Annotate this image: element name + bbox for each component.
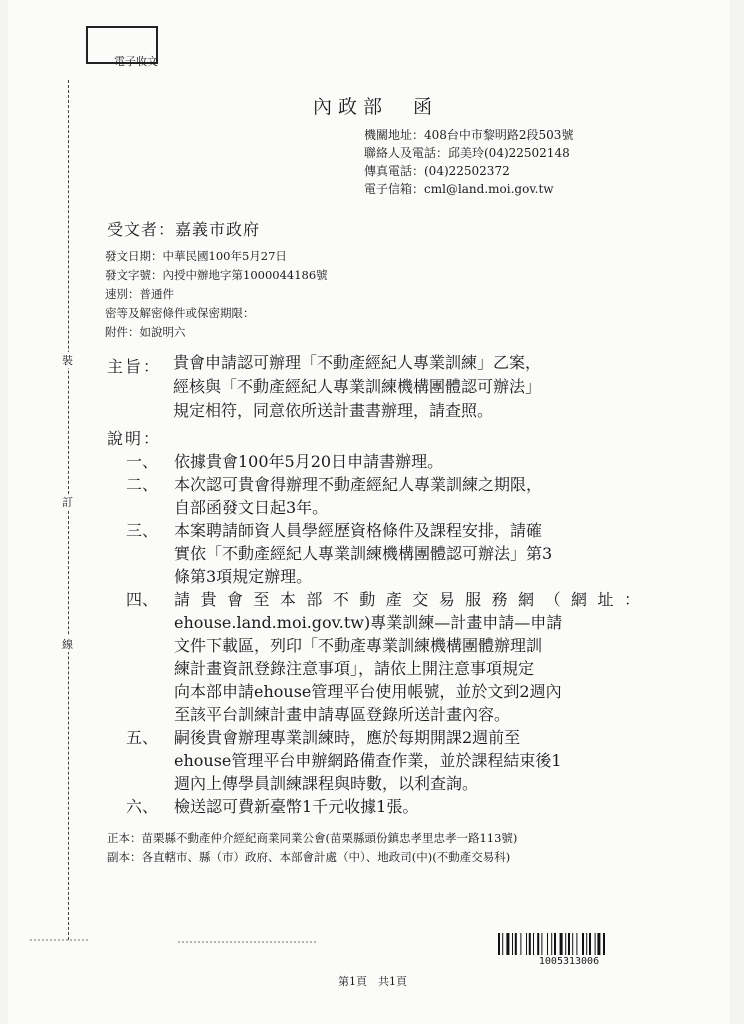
meta-date: 發文日期：中華民國100年5月27日 xyxy=(105,249,287,263)
item-line: 實依「不動產經紀人專業訓練機構團體認可辦法」第3 xyxy=(174,544,553,563)
barcode-bar xyxy=(533,933,534,955)
barcode-bar xyxy=(547,933,548,955)
list-item xyxy=(126,795,656,818)
barcode-bar xyxy=(582,933,584,955)
copies-block xyxy=(107,829,517,867)
subject-label: 主旨： xyxy=(107,357,162,376)
barcode-bar xyxy=(526,933,527,955)
carbon-copy: 副本：各直轄市、縣（市）政府、本部會計處（中）、地政司(中)(不動產交易科) xyxy=(107,850,511,864)
barcode-number: 1005313006 xyxy=(538,956,600,967)
item-line: 本案聘請師資人員學經歷資格條件及課程安排，請確 xyxy=(174,521,543,540)
barcode-bar xyxy=(554,933,556,955)
item-line: 週內上傳學員訓練課程與時數，以利查詢。 xyxy=(174,774,479,793)
scan-noise xyxy=(30,939,90,941)
primary-recipient: 正本：苗栗縣不動產仲介經紀商業同業公會(苗栗縣頭份鎮忠孝里忠孝一路113號) xyxy=(107,831,518,845)
barcode-bar xyxy=(529,933,531,955)
barcode-bar xyxy=(565,933,566,955)
contact-fax: 傳真電話：(04)22502372 xyxy=(364,164,510,178)
subject-line: 規定相符，同意依所送計畫書辦理，請查照。 xyxy=(173,401,494,420)
item-line: ehouse.land.moi.gov.tw)專業訓練—計畫申請—申請 xyxy=(174,613,563,632)
item-line: 請貴會至本部不動產交易服務網（網址： xyxy=(174,590,640,609)
barcode-bar xyxy=(586,933,587,955)
explanation-label: 說明： xyxy=(107,429,162,448)
subject-body xyxy=(173,351,649,423)
barcode-bar xyxy=(512,933,513,955)
meta-speed: 速別：普通件 xyxy=(105,287,174,301)
item-line: 向本部申請ehouse管理平台使用帳號，並於文到2週內 xyxy=(174,682,562,701)
binding-mark-zhuang: 裝 xyxy=(62,354,73,367)
barcode-bar xyxy=(589,933,591,955)
binding-mark-xian: 線 xyxy=(62,638,73,651)
document-page xyxy=(8,0,730,1024)
contact-person: 聯絡人及電話：邱美玲(04)22502148 xyxy=(364,146,570,160)
barcode-bars xyxy=(498,933,640,955)
binding-mark-ding: 訂 xyxy=(62,496,73,509)
item-line: 自部函發文日起3年。 xyxy=(174,498,329,517)
item-number: 一、 xyxy=(126,452,159,471)
document-title: 內政部 函 xyxy=(313,96,439,118)
binding-dashed-line xyxy=(68,80,69,940)
item-number: 五、 xyxy=(126,728,159,747)
meta-doc-number: 發文字號：內授中辦地字第1000044186號 xyxy=(105,268,328,282)
item-line: 練計畫資訊登錄注意事項」，請依上開注意事項規定 xyxy=(174,659,535,678)
barcode-bar xyxy=(568,933,570,955)
item-number: 二、 xyxy=(126,475,159,494)
item-number: 三、 xyxy=(126,521,159,540)
barcode xyxy=(498,933,640,967)
item-line: 至該平台訓練計畫申請專區登錄所送計畫內容。 xyxy=(174,705,511,724)
barcode-bar xyxy=(541,933,542,955)
item-line: 檢送認可費新臺幣1千元收據1張。 xyxy=(174,797,419,816)
item-line: 條第3項規定辦理。 xyxy=(174,567,313,586)
explanation-list xyxy=(126,450,656,818)
item-number: 六、 xyxy=(126,797,159,816)
contact-block xyxy=(364,126,573,198)
item-line: ehouse管理平台申辦網路備查作業，並於課程結束後1 xyxy=(174,751,562,770)
scan-noise xyxy=(178,941,318,943)
barcode-bar xyxy=(595,933,596,955)
meta-secrecy: 密等及解密條件或保密期限： xyxy=(105,306,255,320)
list-item xyxy=(126,450,656,473)
list-item xyxy=(126,519,656,588)
barcode-bar xyxy=(515,933,517,955)
barcode-bar xyxy=(576,933,577,955)
subject-line: 經核與「不動產經紀人專業訓練機構團體認可辦法」 xyxy=(173,377,542,396)
item-line: 嗣後貴會辦理專業訓練時，應於每期開課2週前至 xyxy=(174,728,521,747)
barcode-bar xyxy=(498,933,500,955)
item-line: 本次認可貴會得辦理不動產經紀人專業訓練之期限， xyxy=(174,475,543,494)
recipient: 受文者：嘉義市政府 xyxy=(107,220,261,239)
item-number: 四、 xyxy=(126,590,159,609)
barcode-bar xyxy=(520,933,521,955)
list-item xyxy=(126,588,656,726)
barcode-bar xyxy=(597,933,600,955)
contact-address: 機關地址：408台中市黎明路2段503號 xyxy=(364,128,574,142)
barcode-bar xyxy=(537,933,539,955)
meta-block xyxy=(105,247,328,342)
stamp-label: 電子收文 xyxy=(114,55,158,68)
barcode-bar xyxy=(551,933,552,955)
page-number: 第1頁 共1頁 xyxy=(338,975,407,988)
list-item xyxy=(126,473,656,519)
contact-email: 電子信箱：cml@land.moi.gov.tw xyxy=(364,182,554,196)
subject-line: 貴會申請認可辦理「不動產經紀人專業訓練」乙案， xyxy=(173,353,542,372)
barcode-bar xyxy=(502,933,503,955)
barcode-bar xyxy=(506,933,509,955)
barcode-bar xyxy=(560,933,563,955)
barcode-bar xyxy=(603,933,605,955)
e-receipt-stamp xyxy=(86,26,158,68)
item-line: 文件下載區，列印「不動產專業訓練機構團體辦理訓 xyxy=(174,636,543,655)
item-line: 依據貴會100年5月20日申請書辦理。 xyxy=(174,452,444,471)
list-item xyxy=(126,726,656,795)
barcode-bar xyxy=(572,933,573,955)
meta-attachment: 附件：如說明六 xyxy=(105,325,186,339)
